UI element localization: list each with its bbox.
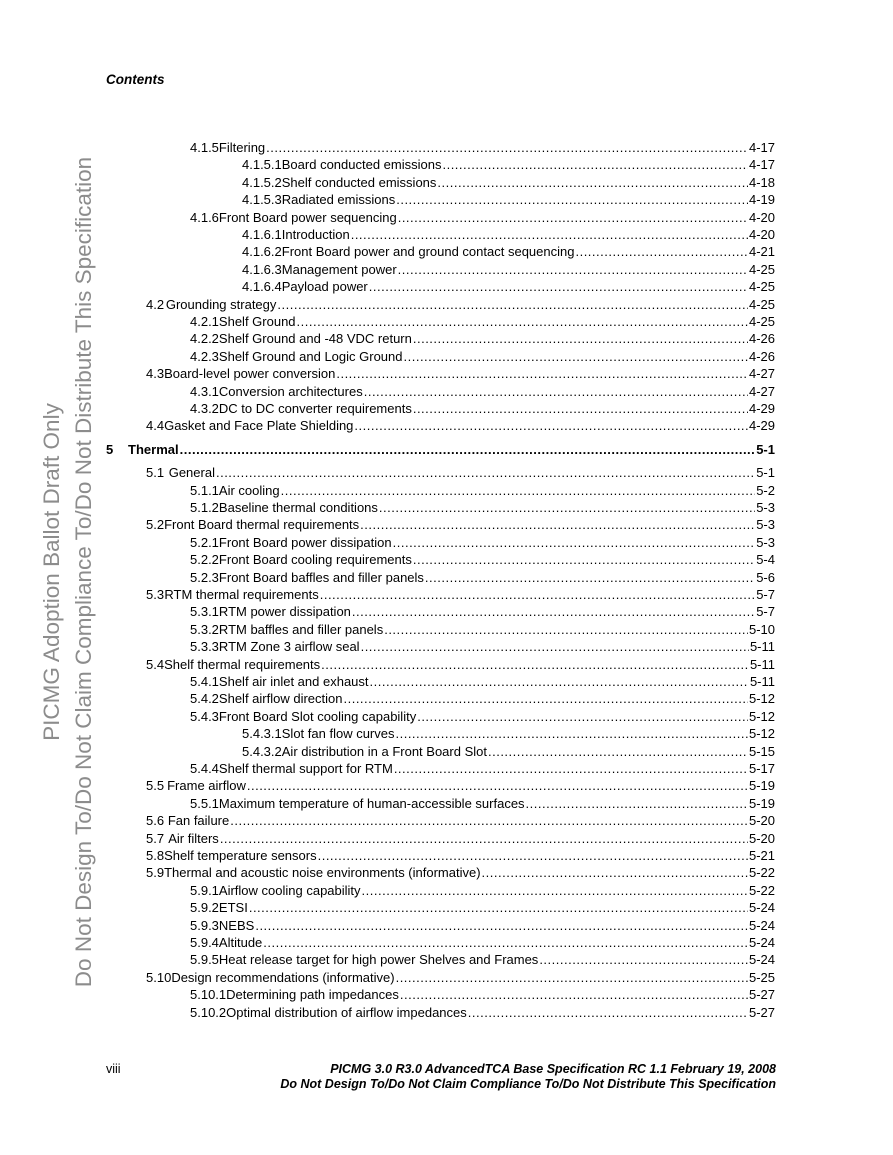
toc-dot-leader xyxy=(297,314,748,330)
toc-dot-leader xyxy=(413,552,755,568)
toc-entry-title: Board-level power conversion xyxy=(164,366,336,382)
toc-entry-page: 5-1 xyxy=(756,465,775,481)
toc-entry-title: Design recommendations (informative) xyxy=(171,969,395,985)
toc-entry[interactable] xyxy=(190,401,775,417)
toc-entry-title: Shelf Ground xyxy=(218,314,296,329)
toc-entry-page: 4-25 xyxy=(748,314,775,329)
toc-entry-page: 4-25 xyxy=(748,261,775,277)
toc-entry-title: Front Board cooling requirements xyxy=(218,552,412,568)
toc-dot-leader xyxy=(379,500,755,516)
toc-entry[interactable] xyxy=(190,674,775,690)
toc-entry-title: Gasket and Face Plate Shielding xyxy=(164,418,354,434)
toc-entry-title: Fan failure xyxy=(167,813,230,829)
toc-dot-leader xyxy=(539,952,748,968)
toc-entry-title: Grounding strategy xyxy=(165,296,277,312)
toc-dot-leader xyxy=(263,935,748,951)
toc-dot-leader xyxy=(413,401,748,417)
toc-entry-number: 5.5 xyxy=(146,778,165,794)
toc-entry-page: 5-3 xyxy=(756,517,775,533)
toc-entry-title: Shelf Ground and Logic Ground xyxy=(218,348,403,364)
toc-entry-page: 4-27 xyxy=(748,383,775,399)
toc-entry-number: 4.3.1 xyxy=(190,383,219,399)
toc-dot-leader xyxy=(526,796,748,812)
toc-entry[interactable] xyxy=(190,535,775,551)
toc-entry[interactable] xyxy=(190,552,775,568)
toc-dot-leader xyxy=(394,761,748,777)
toc-entry[interactable] xyxy=(190,691,775,707)
toc-entry-number: 4.3.2 xyxy=(190,401,219,416)
toc-dot-leader xyxy=(395,726,747,742)
toc-dot-leader xyxy=(216,465,755,481)
toc-entry-number: 5.2.1 xyxy=(190,534,219,550)
toc-entry-page: 5-27 xyxy=(748,1004,775,1020)
toc-dot-leader xyxy=(343,691,747,707)
toc-entry-number: 5.1.2 xyxy=(190,500,219,515)
toc-entry[interactable] xyxy=(190,952,775,968)
toc-entry-number: 4.1.5.1 xyxy=(242,157,282,173)
toc-entry-page: 5-3 xyxy=(756,534,775,550)
toc-entry-page: 5-20 xyxy=(748,813,775,829)
toc-entry-page: 5-22 xyxy=(748,882,775,898)
toc-entry-title: General xyxy=(168,465,215,481)
toc-dot-leader xyxy=(364,384,748,400)
toc-entry-page: 4-18 xyxy=(748,174,775,190)
toc-entry[interactable] xyxy=(190,140,775,156)
toc-entry-number: 4.1.5.2 xyxy=(242,174,282,190)
toc-entry[interactable] xyxy=(190,331,775,347)
toc-entry-title: Filtering xyxy=(218,140,266,155)
toc-entry-page: 5-12 xyxy=(748,708,775,724)
toc-entry[interactable] xyxy=(146,970,775,986)
toc-entry-number: 5.9.1 xyxy=(190,882,219,898)
toc-entry[interactable] xyxy=(190,709,775,725)
toc-entry-page: 5-19 xyxy=(748,778,775,794)
toc-dot-leader xyxy=(398,210,748,226)
toc-entry-page: 5-17 xyxy=(748,761,775,776)
toc-entry-number: 5.9.5 xyxy=(190,952,219,968)
toc-entry[interactable] xyxy=(190,314,775,330)
toc-dot-leader xyxy=(318,848,748,864)
toc-entry-page: 4-17 xyxy=(748,157,775,173)
toc-entry[interactable] xyxy=(190,987,775,1003)
toc-entry-title: ETSI xyxy=(218,900,248,916)
toc-entry-number: 4.1.6.4 xyxy=(242,279,282,295)
toc-entry[interactable] xyxy=(190,900,775,916)
toc-entry[interactable] xyxy=(106,442,775,458)
toc-entry-title: RTM power dissipation xyxy=(218,604,351,620)
toc-entry-page: 4-27 xyxy=(748,366,775,382)
toc-entry-page: 5-24 xyxy=(748,917,775,933)
toc-entry-title: RTM Zone 3 airflow seal xyxy=(218,639,360,655)
toc-entry-page: 5-20 xyxy=(748,830,775,846)
toc-entry[interactable] xyxy=(146,517,775,533)
toc-entry[interactable] xyxy=(242,192,775,208)
toc-entry[interactable] xyxy=(146,813,775,829)
toc-entry[interactable] xyxy=(190,918,775,934)
toc-entry-number: 5.4.1 xyxy=(190,674,219,689)
toc-entry-title: Front Board power dissipation xyxy=(218,534,392,550)
toc-entry-number: 5.10 xyxy=(146,969,172,985)
toc-dot-leader xyxy=(384,622,748,638)
toc-entry[interactable] xyxy=(190,384,775,400)
toc-entry-number: 5.5.1 xyxy=(190,795,219,811)
toc-entry-title: Shelf airflow direction xyxy=(218,691,343,707)
toc-entry-number: 5.9.4 xyxy=(190,935,219,950)
toc-entry-number: 5.4.4 xyxy=(190,761,219,776)
toc-entry-page: 4-25 xyxy=(748,279,775,295)
toc-dot-leader xyxy=(249,900,748,916)
page-number: viii xyxy=(106,1062,121,1076)
toc-entry-number: 5.8 xyxy=(146,848,165,863)
toc-entry-title: Shelf thermal requirements xyxy=(164,656,321,672)
toc-dot-leader xyxy=(220,831,748,847)
toc-entry[interactable] xyxy=(242,262,775,278)
toc-entry-page: 4-29 xyxy=(748,401,775,416)
toc-entry-page: 5-6 xyxy=(756,569,775,585)
toc-dot-leader xyxy=(281,483,756,499)
toc-entry-number: 4.2.3 xyxy=(190,348,219,364)
toc-entry-number: 4.1.6 xyxy=(190,209,219,225)
toc-dot-leader xyxy=(247,778,748,794)
toc-entry[interactable] xyxy=(146,366,775,382)
toc-entry-title: Optimal distribution of airflow impedances xyxy=(226,1004,467,1020)
toc-entry[interactable] xyxy=(146,865,775,881)
toc-entry-page: 4-26 xyxy=(748,348,775,364)
toc-entry[interactable] xyxy=(190,639,775,655)
toc-entry-page: 5-1 xyxy=(756,441,775,457)
toc-entry-page: 5-12 xyxy=(748,726,775,742)
toc-entry[interactable] xyxy=(146,465,775,481)
toc-entry-title: Slot fan flow curves xyxy=(281,726,395,742)
toc-entry-number: 4.2 xyxy=(146,296,165,312)
toc-dot-leader xyxy=(468,1005,748,1021)
toc-dot-leader xyxy=(180,442,756,458)
toc-entry-number: 5.2 xyxy=(146,517,165,533)
toc-dot-leader xyxy=(351,227,748,243)
toc-dot-leader xyxy=(482,865,748,881)
toc-entry[interactable] xyxy=(190,796,775,812)
toc-entry-number: 5.9 xyxy=(146,865,165,881)
toc-dot-leader xyxy=(320,587,755,603)
toc-entry-page: 5-21 xyxy=(748,848,775,863)
toc-entry[interactable] xyxy=(146,657,775,673)
toc-entry[interactable] xyxy=(242,726,775,742)
toc-entry[interactable] xyxy=(242,279,775,295)
toc-dot-leader xyxy=(277,297,748,313)
toc-dot-leader xyxy=(321,657,749,673)
toc-entry[interactable] xyxy=(190,483,775,499)
toc-entry-number: 4.4 xyxy=(146,418,165,434)
toc-entry-number: 4.1.5.3 xyxy=(242,192,282,208)
toc-entry-title: Altitude xyxy=(218,935,263,950)
toc-entry[interactable] xyxy=(242,175,775,191)
toc-dot-leader xyxy=(393,535,756,551)
toc-entry-title: Airflow cooling capability xyxy=(218,882,361,898)
toc-entry-page: 5-24 xyxy=(748,935,775,950)
toc-entry[interactable] xyxy=(146,418,775,434)
toc-entry-page: 5-25 xyxy=(748,969,775,985)
toc-entry[interactable] xyxy=(242,244,775,260)
toc-entry-title: Payload power xyxy=(281,279,368,295)
toc-entry-title: Board conducted emissions xyxy=(281,157,442,173)
toc-dot-leader xyxy=(404,349,748,365)
toc-entry-title: Front Board power sequencing xyxy=(218,209,397,225)
toc-entry-page: 5-3 xyxy=(756,500,775,515)
toc-dot-leader xyxy=(352,604,755,620)
toc-entry-page: 4-17 xyxy=(748,140,775,155)
toc-entry-page: 4-29 xyxy=(748,418,775,434)
toc-entry-number: 5.6 xyxy=(146,813,165,829)
toc-entry-title: Front Board Slot cooling capability xyxy=(218,708,417,724)
toc-entry-number: 5.10.1 xyxy=(190,987,227,1003)
toc-entry-number: 5.4 xyxy=(146,656,165,672)
toc-entry[interactable] xyxy=(190,1005,775,1021)
toc-entry[interactable] xyxy=(146,778,775,794)
toc-entry-title: Frame airflow xyxy=(167,778,246,794)
toc-dot-leader xyxy=(398,262,748,278)
footer-spec-title: PICMG 3.0 R3.0 AdvancedTCA Base Specification RC 1.1 February 19, 2008 xyxy=(330,1062,776,1076)
toc-entry-number: 5.3.3 xyxy=(190,639,219,655)
toc-dot-leader xyxy=(400,987,748,1003)
toc-entry-page: 5-22 xyxy=(748,865,775,881)
toc-entry-title: Management power xyxy=(281,261,397,277)
toc-entry-title: Front Board baffles and filler panels xyxy=(218,569,424,585)
toc-entry-title: Thermal and acoustic noise environments (informative) xyxy=(164,865,481,881)
toc-entry-page: 5-7 xyxy=(756,587,775,602)
toc-entry-number: 5.2.3 xyxy=(190,569,219,585)
toc-entry-number: 5.2.2 xyxy=(190,552,219,568)
toc-entry-page: 5-19 xyxy=(748,795,775,811)
toc-entry-page: 5-24 xyxy=(748,952,775,968)
toc-entry[interactable] xyxy=(146,831,775,847)
toc-dot-leader xyxy=(396,192,748,208)
toc-dot-leader xyxy=(442,157,748,173)
toc-dot-leader xyxy=(361,639,749,655)
toc-entry[interactable] xyxy=(242,227,775,243)
toc-entry-number: 5.1 xyxy=(146,465,165,481)
toc-entry-title: Shelf air inlet and exhaust xyxy=(218,674,369,689)
toc-entry-title: Maximum temperature of human-accessible surfaces xyxy=(218,795,525,811)
watermark-line-2: Do Not Design To/Do Not Claim Compliance To/Do Not Distribute This Specification xyxy=(71,156,96,988)
toc-entry-number: 5.3 xyxy=(146,587,165,602)
toc-entry-number: 4.2.2 xyxy=(190,331,219,347)
toc-entry-title: Shelf Ground and -48 VDC return xyxy=(218,331,412,347)
toc-dot-leader xyxy=(360,517,755,533)
toc-entry-title: Front Board thermal requirements xyxy=(164,517,360,533)
toc-entry-title: Heat release target for high power Shelves and Frames xyxy=(218,952,539,968)
toc-dot-leader xyxy=(413,331,748,347)
toc-entry-page: 4-26 xyxy=(748,331,775,347)
toc-entry-title: Air cooling xyxy=(218,482,280,498)
toc-entry-page: 5-7 xyxy=(756,604,775,620)
toc-entry-number: 4.3 xyxy=(146,366,165,382)
toc-entry-page: 5-12 xyxy=(748,691,775,707)
toc-entry-title: Conversion architectures xyxy=(218,383,363,399)
toc-entry-title: Air distribution in a Front Board Slot xyxy=(281,743,487,759)
watermark-line-1: PICMG Adoption Ballot Draft Only xyxy=(39,403,64,741)
toc-entry-title: Shelf conducted emissions xyxy=(281,174,437,190)
toc-entry[interactable] xyxy=(242,744,775,760)
toc-entry-title: DC to DC converter requirements xyxy=(218,401,412,416)
toc-entry[interactable] xyxy=(190,935,775,951)
toc-entry-title: RTM thermal requirements xyxy=(164,587,319,602)
toc-entry-page: 5-24 xyxy=(748,900,775,916)
toc-entry-title: Front Board power and ground contact sequencing xyxy=(281,244,575,260)
toc-dot-leader xyxy=(266,140,748,156)
toc-entry-page: 5-27 xyxy=(748,987,775,1003)
toc-dot-leader xyxy=(369,279,748,295)
toc-entry-number: 5.7 xyxy=(146,830,165,846)
footer-distribution-notice: Do Not Design To/Do Not Claim Compliance To/Do Not Distribute This Specification xyxy=(280,1077,776,1091)
toc-entry-page: 5-10 xyxy=(748,621,775,637)
toc-entry-title: Radiated emissions xyxy=(281,192,396,208)
toc-entry-number: 5 xyxy=(106,441,114,457)
toc-entry[interactable] xyxy=(242,157,775,173)
toc-entry-page: 5-11 xyxy=(749,656,775,672)
toc-entry-number: 5.4.3.1 xyxy=(242,726,282,742)
toc-entry[interactable] xyxy=(190,349,775,365)
toc-entry[interactable] xyxy=(190,761,775,777)
toc-entry-page: 5-4 xyxy=(756,552,775,568)
toc-entry-page: 4-25 xyxy=(748,296,775,312)
toc-entry-number: 4.1.6.3 xyxy=(242,261,282,277)
toc-entry-title: Determining path impedances xyxy=(226,987,399,1003)
draft-watermark xyxy=(36,132,100,1012)
toc-entry[interactable] xyxy=(190,622,775,638)
toc-entry[interactable] xyxy=(190,883,775,899)
toc-entry-number: 5.3.2 xyxy=(190,621,219,637)
toc-entry-number: 4.1.6.1 xyxy=(242,227,282,242)
toc-entry-title: Air filters xyxy=(168,830,219,846)
toc-dot-leader xyxy=(230,813,748,829)
toc-dot-leader xyxy=(336,366,748,382)
toc-entry-title: NEBS xyxy=(218,917,255,933)
toc-entry-number: 5.4.3.2 xyxy=(242,743,282,759)
toc-entry-title: Baseline thermal conditions xyxy=(218,500,378,515)
toc-entry[interactable] xyxy=(146,848,775,864)
toc-entry-number: 5.3.1 xyxy=(190,604,219,620)
running-header: Contents xyxy=(106,72,165,87)
toc-entry-page: 5-2 xyxy=(756,482,775,498)
toc-entry[interactable] xyxy=(190,604,775,620)
toc-entry[interactable] xyxy=(190,210,775,226)
toc-entry-page: 5-11 xyxy=(749,639,775,655)
toc-entry-page: 5-11 xyxy=(749,674,775,689)
toc-entry[interactable] xyxy=(190,570,775,586)
toc-entry-page: 4-20 xyxy=(748,209,775,225)
toc-dot-leader xyxy=(370,674,749,690)
toc-dot-leader xyxy=(488,744,748,760)
toc-entry-number: 4.2.1 xyxy=(190,314,219,329)
toc-dot-leader xyxy=(437,175,748,191)
toc-entry-title: Shelf thermal support for RTM xyxy=(218,761,393,776)
toc-dot-leader xyxy=(362,883,748,899)
toc-entry-number: 4.1.5 xyxy=(190,140,219,155)
toc-entry[interactable] xyxy=(146,297,775,313)
toc-entry-number: 5.9.2 xyxy=(190,900,219,916)
toc-entry-number: 5.4.2 xyxy=(190,691,219,707)
toc-dot-leader xyxy=(396,970,748,986)
toc-dot-leader xyxy=(255,918,748,934)
toc-entry-page: 5-15 xyxy=(748,743,775,759)
toc-entry-number: 4.1.6.2 xyxy=(242,244,282,260)
toc-entry-title: Thermal xyxy=(128,441,179,457)
toc-dot-leader xyxy=(354,418,748,434)
toc-entry[interactable] xyxy=(146,587,775,603)
toc-entry-number: 5.9.3 xyxy=(190,917,219,933)
toc-entry-number: 5.1.1 xyxy=(190,482,219,498)
toc-dot-leader xyxy=(417,709,748,725)
toc-dot-leader xyxy=(575,244,748,260)
toc-entry-number: 5.10.2 xyxy=(190,1004,227,1020)
toc-entry-title: RTM baffles and filler panels xyxy=(218,621,384,637)
toc-entry-page: 4-20 xyxy=(748,227,775,242)
toc-entry[interactable] xyxy=(190,500,775,516)
toc-entry-title: Introduction xyxy=(281,227,350,242)
toc-entry-number: 5.4.3 xyxy=(190,708,219,724)
toc-entry-page: 4-21 xyxy=(748,244,775,260)
toc-entry-page: 4-19 xyxy=(748,192,775,208)
toc-entry-title: Shelf temperature sensors xyxy=(164,848,317,863)
toc-dot-leader xyxy=(425,570,755,586)
